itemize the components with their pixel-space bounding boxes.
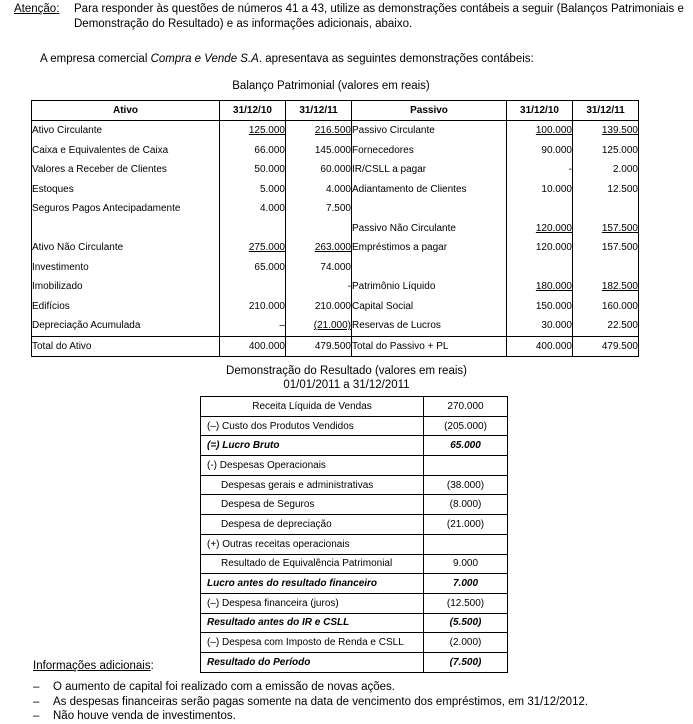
income-row-value: (12.500) xyxy=(424,593,508,613)
asset-value: 65.000 xyxy=(220,258,286,278)
list-item xyxy=(33,695,693,710)
liability-label xyxy=(352,199,507,219)
attention-label: Atenção: xyxy=(14,3,60,15)
income-row-value: (8.000) xyxy=(424,495,508,515)
table-row xyxy=(32,121,639,141)
total-assets-value-date1: 400.000 xyxy=(220,336,286,357)
additional-info-title-colon: : xyxy=(150,660,154,672)
asset-value: 145.000 xyxy=(286,141,352,161)
additional-info-list xyxy=(33,680,693,724)
liability-value: 22.500 xyxy=(573,316,639,336)
list-item-text: Não houve venda de investimentos. xyxy=(53,710,236,722)
liability-value: 120.000 xyxy=(507,219,573,239)
liability-label: Passivo Circulante xyxy=(352,121,507,141)
income-statement-title-line2: 01/01/2011 a 31/12/2011 xyxy=(283,379,410,391)
asset-label: Seguros Pagos Antecipadamente xyxy=(32,199,220,219)
liability-label: Empréstimos a pagar xyxy=(352,238,507,258)
income-row-label: Despesas gerais e administrativas xyxy=(201,475,424,495)
table-row xyxy=(201,456,508,476)
asset-value: - xyxy=(286,277,352,297)
table-row xyxy=(201,436,508,456)
table-row xyxy=(32,180,639,200)
liability-value xyxy=(507,258,573,278)
table-row xyxy=(32,160,639,180)
income-row-label: (=) Lucro Bruto xyxy=(201,436,424,456)
liability-label: Patrimônio Líquido xyxy=(352,277,507,297)
asset-value xyxy=(286,219,352,239)
list-item-text: As despesas financeiras serão pagas somente na data de vencimento dos empréstimos, em 31/12/2012. xyxy=(53,695,589,708)
asset-value: 5.000 xyxy=(220,180,286,200)
asset-value: 275.000 xyxy=(220,238,286,258)
income-row-value: (7.500) xyxy=(424,652,508,672)
liability-label: Capital Social xyxy=(352,297,507,317)
asset-value xyxy=(220,277,286,297)
asset-value: 60.000 xyxy=(286,160,352,180)
header-assets: Ativo xyxy=(32,101,220,121)
liability-value xyxy=(507,199,573,219)
asset-value: 210.000 xyxy=(220,297,286,317)
asset-value: 125.000 xyxy=(220,121,286,141)
list-item xyxy=(33,709,693,724)
income-row-value: 65.000 xyxy=(424,436,508,456)
total-liabilities-value-date1: 400.000 xyxy=(507,336,573,357)
attention-block xyxy=(14,2,693,32)
table-row xyxy=(32,316,639,336)
table-row xyxy=(32,219,639,239)
asset-label: Valores a Receber de Clientes xyxy=(32,160,220,180)
liability-label xyxy=(352,258,507,278)
income-row-label: (-) Despesas Operacionais xyxy=(201,456,424,476)
header-assets-date1: 31/12/10 xyxy=(220,101,286,121)
table-row xyxy=(201,534,508,554)
intro-line xyxy=(40,52,534,67)
asset-value: 210.000 xyxy=(286,297,352,317)
balance-sheet-table xyxy=(31,100,639,357)
income-statement-table xyxy=(200,396,508,673)
liability-value: 157.500 xyxy=(573,219,639,239)
income-row-label: (–) Despesa financeira (juros) xyxy=(201,593,424,613)
table-row xyxy=(32,238,639,258)
additional-info-title xyxy=(33,660,154,672)
liability-value: 160.000 xyxy=(573,297,639,317)
income-row-value: (5.500) xyxy=(424,613,508,633)
liability-label: IR/CSLL a pagar xyxy=(352,160,507,180)
liability-value: 150.000 xyxy=(507,297,573,317)
income-statement-body xyxy=(201,397,508,673)
balance-sheet-body xyxy=(32,121,639,357)
liability-value: 182.500 xyxy=(573,277,639,297)
income-row-label: Resultado antes do IR e CSLL xyxy=(201,613,424,633)
table-total-row xyxy=(32,336,639,357)
total-assets-value-date2: 479.500 xyxy=(286,336,352,357)
liability-label: Fornecedores xyxy=(352,141,507,161)
additional-info-title-text: Informações adicionais xyxy=(33,660,151,672)
liability-label: Adiantamento de Clientes xyxy=(352,180,507,200)
header-liabilities-date2: 31/12/11 xyxy=(573,101,639,121)
intro-after: . apresentava as seguintes demonstrações contábeis: xyxy=(258,53,534,65)
liability-value: 10.000 xyxy=(507,180,573,200)
list-item-text: O aumento de capital foi realizado com a emissão de novas ações. xyxy=(53,681,395,693)
income-row-value: (21.000) xyxy=(424,515,508,535)
liability-value: 125.000 xyxy=(573,141,639,161)
table-row xyxy=(201,515,508,535)
income-row-value: 9.000 xyxy=(424,554,508,574)
liability-value: 30.000 xyxy=(507,316,573,336)
table-row xyxy=(201,554,508,574)
liability-value xyxy=(573,258,639,278)
table-row xyxy=(201,495,508,515)
income-row-value: (205.000) xyxy=(424,416,508,436)
table-header-row xyxy=(32,101,639,121)
asset-label: Estoques xyxy=(32,180,220,200)
table-row xyxy=(201,613,508,633)
income-row-label: Resultado do Período xyxy=(201,652,424,672)
income-row-value: 7.000 xyxy=(424,574,508,594)
asset-value: (21.000) xyxy=(286,316,352,336)
income-row-label: Receita Líquida de Vendas xyxy=(201,397,424,417)
liability-value: 2.000 xyxy=(573,160,639,180)
asset-value: 74.000 xyxy=(286,258,352,278)
table-row xyxy=(201,574,508,594)
intro-before: A empresa comercial xyxy=(40,53,151,65)
asset-label: Ativo Circulante xyxy=(32,121,220,141)
table-row xyxy=(32,297,639,317)
asset-value: 50.000 xyxy=(220,160,286,180)
income-row-label: Resultado de Equivalência Patrimonial xyxy=(201,554,424,574)
income-row-value xyxy=(424,534,508,554)
liability-value: 180.000 xyxy=(507,277,573,297)
income-row-label: (+) Outras receitas operacionais xyxy=(201,534,424,554)
income-row-value: 270.000 xyxy=(424,397,508,417)
total-assets-label: Total do Ativo xyxy=(32,336,220,357)
table-row xyxy=(32,277,639,297)
income-row-label: (–) Custo dos Produtos Vendidos xyxy=(201,416,424,436)
asset-value: 216.500 xyxy=(286,121,352,141)
header-liabilities-date1: 31/12/10 xyxy=(507,101,573,121)
bullet-dash: – xyxy=(33,681,40,693)
asset-label: Edifícios xyxy=(32,297,220,317)
income-row-value: (2.000) xyxy=(424,633,508,653)
income-statement-title-line1: Demonstração do Resultado (valores em reais) xyxy=(226,365,467,377)
asset-value: 263.000 xyxy=(286,238,352,258)
asset-value: 4.000 xyxy=(220,199,286,219)
liability-value: 139.500 xyxy=(573,121,639,141)
balance-sheet-header xyxy=(32,101,639,121)
liability-value: 120.000 xyxy=(507,238,573,258)
asset-label: Ativo Não Circulante xyxy=(32,238,220,258)
liability-value: 100.000 xyxy=(507,121,573,141)
table-row xyxy=(201,652,508,672)
liability-value: 157.500 xyxy=(573,238,639,258)
table-row xyxy=(32,141,639,161)
income-row-label: Despesa de Seguros xyxy=(201,495,424,515)
income-row-value xyxy=(424,456,508,476)
header-liabilities: Passivo xyxy=(352,101,507,121)
balance-sheet-title: Balanço Patrimonial (valores em reais) xyxy=(232,80,430,92)
table-row xyxy=(201,397,508,417)
table-row xyxy=(32,199,639,219)
table-row xyxy=(201,416,508,436)
asset-label: Investimento xyxy=(32,258,220,278)
liability-value: 12.500 xyxy=(573,180,639,200)
table-row xyxy=(201,593,508,613)
total-liabilities-label: Total do Passivo + PL xyxy=(352,336,507,357)
income-row-value: (38.000) xyxy=(424,475,508,495)
table-row xyxy=(201,475,508,495)
income-row-label: Lucro antes do resultado financeiro xyxy=(201,574,424,594)
asset-value: 4.000 xyxy=(286,180,352,200)
asset-label: Imobilizado xyxy=(32,277,220,297)
asset-value: 7.500 xyxy=(286,199,352,219)
bullet-dash: – xyxy=(33,695,40,708)
asset-value xyxy=(220,219,286,239)
liability-label: Reservas de Lucros xyxy=(352,316,507,336)
income-row-label: Despesa de depreciação xyxy=(201,515,424,535)
asset-label: Caixa e Equivalentes de Caixa xyxy=(32,141,220,161)
table-row xyxy=(201,633,508,653)
liability-value xyxy=(573,199,639,219)
bullet-dash: – xyxy=(33,710,40,722)
table-row xyxy=(32,258,639,278)
income-row-label: (–) Despesa com Imposto de Renda e CSLL xyxy=(201,633,424,653)
asset-value: 66.000 xyxy=(220,141,286,161)
liability-label: Passivo Não Circulante xyxy=(352,219,507,239)
income-statement-title xyxy=(0,364,693,392)
liability-value: 90.000 xyxy=(507,141,573,161)
total-liabilities-value-date2: 479.500 xyxy=(573,336,639,357)
list-item xyxy=(33,680,693,695)
liability-value: - xyxy=(507,160,573,180)
company-name: Compra e Vende S.A xyxy=(150,53,259,65)
header-assets-date2: 31/12/11 xyxy=(286,101,352,121)
asset-label: Depreciação Acumulada xyxy=(32,316,220,336)
attention-text: Para responder às questões de números 41 a 43, utilize as demonstrações contábeis a seguir (Balanços Patrimoniais e Demonstração do Resultado) e as informações adicionais, abaixo. xyxy=(74,3,684,30)
asset-value: – xyxy=(220,316,286,336)
asset-label xyxy=(32,219,220,239)
